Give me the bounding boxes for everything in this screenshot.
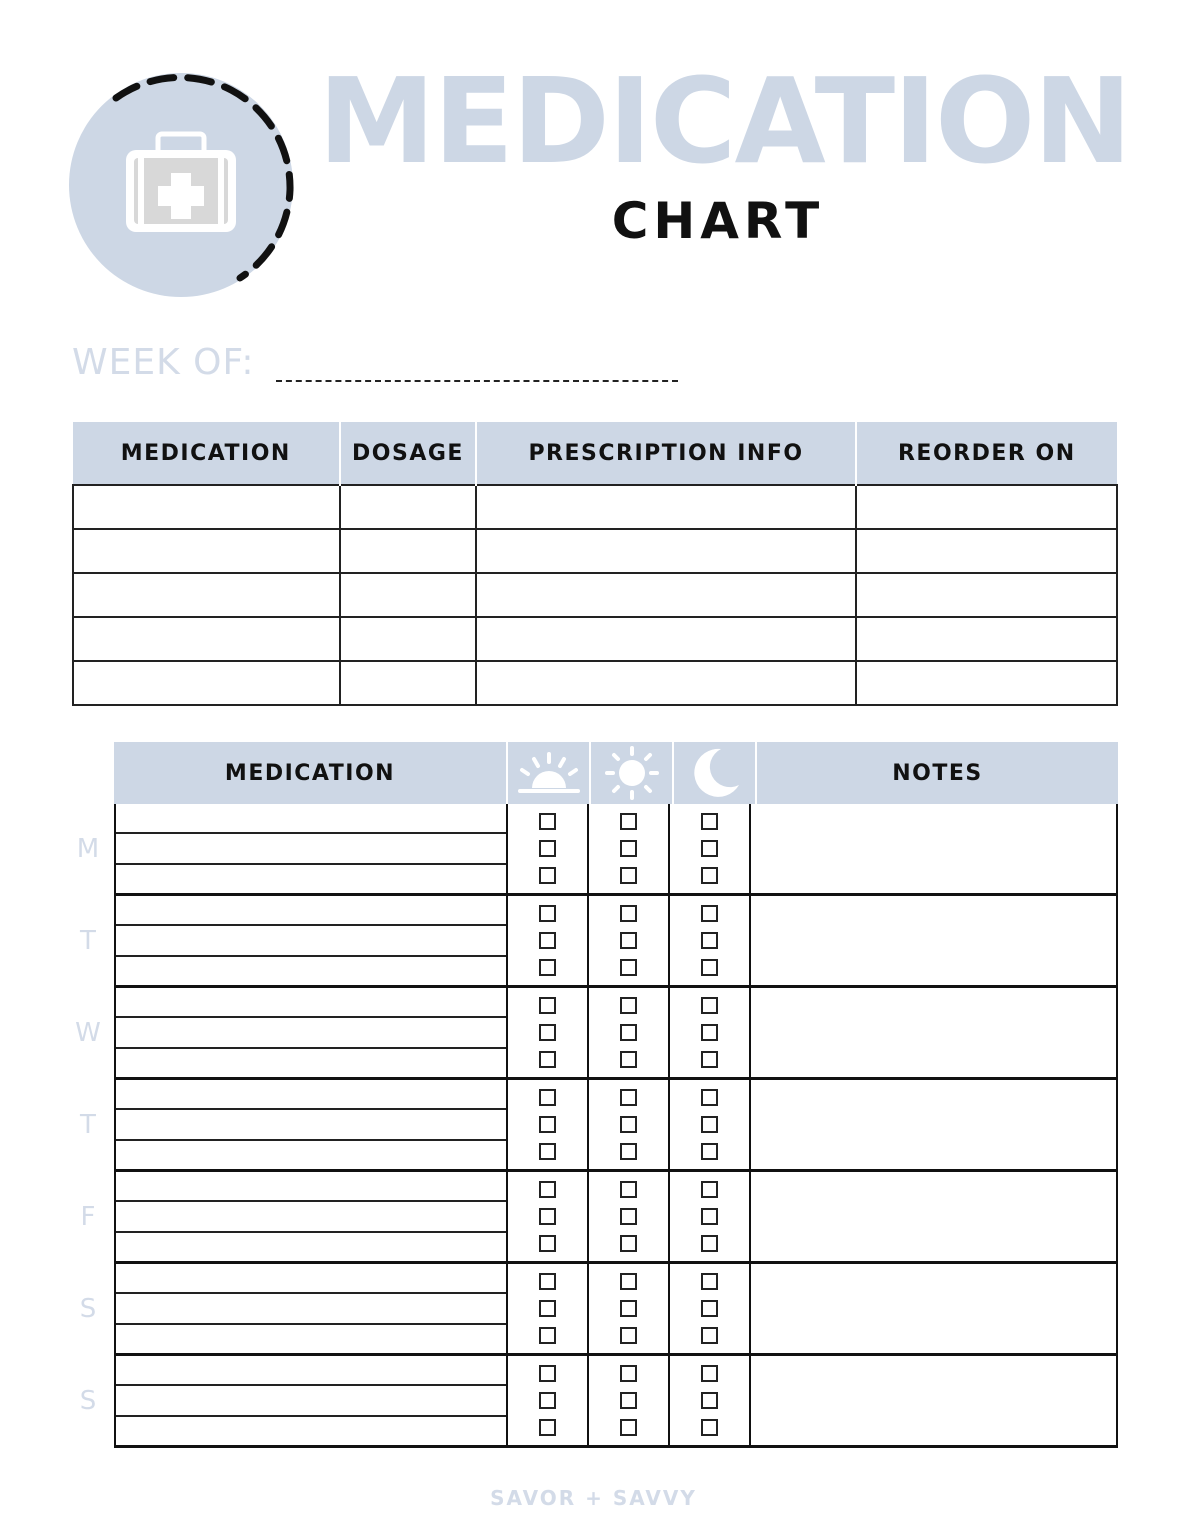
medication-line[interactable] [116, 865, 506, 893]
prescription-info-cell[interactable] [476, 485, 855, 529]
night-checkbox[interactable] [701, 1208, 718, 1225]
medication-line[interactable] [116, 1049, 506, 1077]
medication-line[interactable] [116, 1172, 506, 1202]
notes-cell[interactable] [751, 1356, 1116, 1445]
medication-line[interactable] [116, 988, 506, 1018]
morning-checkbox[interactable] [539, 1116, 556, 1133]
day-letter: W [75, 1017, 101, 1048]
notes-cell[interactable] [751, 1264, 1116, 1353]
afternoon-checkbox[interactable] [620, 1116, 637, 1133]
night-checkbox[interactable] [701, 932, 718, 949]
page-subtitle: CHART [611, 192, 825, 250]
night-checkbox[interactable] [701, 1365, 718, 1382]
notes-cell[interactable] [751, 988, 1116, 1077]
morning-checkbox[interactable] [539, 1181, 556, 1198]
night-checkbox[interactable] [701, 1181, 718, 1198]
night-checkbox[interactable] [701, 867, 718, 884]
medication-cell[interactable] [73, 573, 340, 617]
morning-checkbox[interactable] [539, 1235, 556, 1252]
afternoon-checkbox[interactable] [620, 1089, 637, 1106]
table-row [73, 529, 1117, 573]
notes-cell[interactable] [751, 896, 1116, 985]
column-header-notes: NOTES [755, 742, 1118, 804]
moon-icon [687, 745, 743, 801]
dosage-cell[interactable] [340, 573, 477, 617]
afternoon-checkbox[interactable] [620, 1051, 637, 1068]
medication-line[interactable] [116, 926, 506, 956]
night-checkbox[interactable] [701, 1143, 718, 1160]
afternoon-checkbox[interactable] [620, 959, 637, 976]
medication-line[interactable] [116, 804, 506, 834]
column-header-reorder-on: REORDER ON [856, 422, 1117, 485]
day-row-friday [80, 1172, 1118, 1264]
day-letter: F [80, 1201, 96, 1232]
night-checkbox[interactable] [701, 959, 718, 976]
medication-line[interactable] [116, 1080, 506, 1110]
medication-line[interactable] [116, 1417, 506, 1445]
afternoon-checkbox[interactable] [620, 1273, 637, 1290]
afternoon-checkbox[interactable] [620, 867, 637, 884]
afternoon-checkbox[interactable] [620, 1024, 637, 1041]
column-header-medication: MEDICATION [224, 760, 396, 786]
night-checkbox[interactable] [701, 1392, 718, 1409]
prescription-info-cell[interactable] [476, 573, 855, 617]
table-row [73, 661, 1117, 705]
reorder-on-cell[interactable] [856, 661, 1117, 705]
medication-cell[interactable] [73, 661, 340, 705]
morning-checkbox[interactable] [539, 1365, 556, 1382]
notes-cell[interactable] [751, 1172, 1116, 1261]
night-checkbox[interactable] [701, 813, 718, 830]
afternoon-checkbox[interactable] [620, 1235, 637, 1252]
footer-brand: SAVOR + SAVVY [490, 1486, 697, 1510]
reorder-on-cell[interactable] [856, 485, 1117, 529]
medication-line[interactable] [116, 1233, 506, 1261]
medication-cell[interactable] [73, 617, 340, 661]
morning-checkbox[interactable] [539, 932, 556, 949]
notes-cell[interactable] [751, 1080, 1116, 1169]
morning-checkbox[interactable] [539, 840, 556, 857]
reorder-on-cell[interactable] [856, 573, 1117, 617]
day-letter: T [80, 1109, 96, 1140]
morning-checkbox[interactable] [539, 813, 556, 830]
day-letter: M [76, 833, 100, 864]
night-checkbox[interactable] [701, 1300, 718, 1317]
prescription-info-cell[interactable] [476, 529, 855, 573]
day-row-saturday [79, 1264, 1118, 1356]
table-row [73, 617, 1117, 661]
medication-line[interactable] [116, 1356, 506, 1386]
morning-checkbox[interactable] [539, 1392, 556, 1409]
afternoon-checkbox[interactable] [620, 813, 637, 830]
afternoon-checkbox[interactable] [620, 905, 637, 922]
morning-checkbox[interactable] [539, 1024, 556, 1041]
morning-checkbox[interactable] [539, 1208, 556, 1225]
morning-checkbox[interactable] [539, 1143, 556, 1160]
notes-cell[interactable] [751, 804, 1116, 893]
day-letter: S [79, 1385, 97, 1416]
medication-line[interactable] [116, 1202, 506, 1232]
week-of-field[interactable] [276, 380, 678, 382]
day-row-tuesday [80, 896, 1118, 988]
medication-line[interactable] [116, 834, 506, 864]
night-checkbox[interactable] [701, 1235, 718, 1252]
weekly-header-row [114, 742, 1118, 804]
day-row-thursday [80, 1080, 1118, 1172]
prescription-info-cell[interactable] [476, 661, 855, 705]
afternoon-checkbox[interactable] [620, 932, 637, 949]
night-checkbox[interactable] [701, 1116, 718, 1133]
morning-checkbox[interactable] [539, 1327, 556, 1344]
day-row-sunday [79, 1356, 1118, 1448]
night-checkbox[interactable] [701, 1089, 718, 1106]
weekly-tracker-table [75, 742, 1118, 1448]
dosage-cell[interactable] [340, 661, 477, 705]
first-aid-kit-icon [68, 70, 298, 300]
medication-cell[interactable] [73, 485, 340, 529]
morning-checkbox[interactable] [539, 1300, 556, 1317]
afternoon-checkbox[interactable] [620, 997, 637, 1014]
afternoon-checkbox[interactable] [620, 1327, 637, 1344]
afternoon-checkbox[interactable] [620, 1300, 637, 1317]
column-header-afternoon [589, 742, 672, 804]
night-checkbox[interactable] [701, 840, 718, 857]
night-checkbox[interactable] [701, 905, 718, 922]
morning-checkbox[interactable] [539, 1051, 556, 1068]
reorder-on-cell[interactable] [856, 617, 1117, 661]
night-checkbox[interactable] [701, 1273, 718, 1290]
medication-cell[interactable] [73, 529, 340, 573]
medication-line[interactable] [116, 957, 506, 985]
medication-line[interactable] [116, 896, 506, 926]
table-row [73, 485, 1117, 529]
sunrise-icon [514, 748, 584, 798]
first-aid-logo [68, 70, 298, 300]
morning-checkbox[interactable] [539, 997, 556, 1014]
night-checkbox[interactable] [701, 1419, 718, 1436]
medication-line[interactable] [116, 1110, 506, 1140]
week-of-label: WEEK OF: [72, 342, 255, 383]
table-row [73, 573, 1117, 617]
prescriptions-header-row [73, 422, 1117, 485]
day-row-monday [76, 804, 1118, 896]
medication-line[interactable] [116, 1386, 506, 1416]
medication-line[interactable] [116, 1294, 506, 1324]
afternoon-checkbox[interactable] [620, 1365, 637, 1382]
day-letter: S [79, 1293, 97, 1324]
medication-line[interactable] [116, 1325, 506, 1353]
afternoon-checkbox[interactable] [620, 1419, 637, 1436]
afternoon-checkbox[interactable] [620, 840, 637, 857]
day-letter: T [80, 925, 96, 956]
medication-line[interactable] [116, 1264, 506, 1294]
night-checkbox[interactable] [701, 1051, 718, 1068]
night-checkbox[interactable] [701, 1327, 718, 1344]
dosage-cell[interactable] [340, 617, 477, 661]
sun-icon [604, 745, 660, 801]
column-header-night [672, 742, 755, 804]
dosage-cell[interactable] [340, 529, 477, 573]
prescriptions-table [72, 422, 1118, 706]
morning-checkbox[interactable] [539, 1273, 556, 1290]
morning-checkbox[interactable] [539, 867, 556, 884]
morning-checkbox[interactable] [539, 905, 556, 922]
day-row-wednesday [75, 988, 1118, 1080]
page-title: MEDICATION [318, 52, 1131, 190]
morning-checkbox[interactable] [539, 959, 556, 976]
afternoon-checkbox[interactable] [620, 1208, 637, 1225]
prescription-info-cell[interactable] [476, 617, 855, 661]
morning-checkbox[interactable] [539, 1089, 556, 1106]
afternoon-checkbox[interactable] [620, 1181, 637, 1198]
morning-checkbox[interactable] [539, 1419, 556, 1436]
medication-line[interactable] [116, 1018, 506, 1048]
medication-line[interactable] [116, 1141, 506, 1169]
column-header-medication: MEDICATION [73, 422, 340, 485]
column-header-prescription-info: PRESCRIPTION INFO [476, 422, 855, 485]
night-checkbox[interactable] [701, 997, 718, 1014]
dosage-cell[interactable] [340, 485, 477, 529]
night-checkbox[interactable] [701, 1024, 718, 1041]
afternoon-checkbox[interactable] [620, 1143, 637, 1160]
column-header-dosage: DOSAGE [340, 422, 477, 485]
column-header-morning [506, 742, 589, 804]
afternoon-checkbox[interactable] [620, 1392, 637, 1409]
reorder-on-cell[interactable] [856, 529, 1117, 573]
